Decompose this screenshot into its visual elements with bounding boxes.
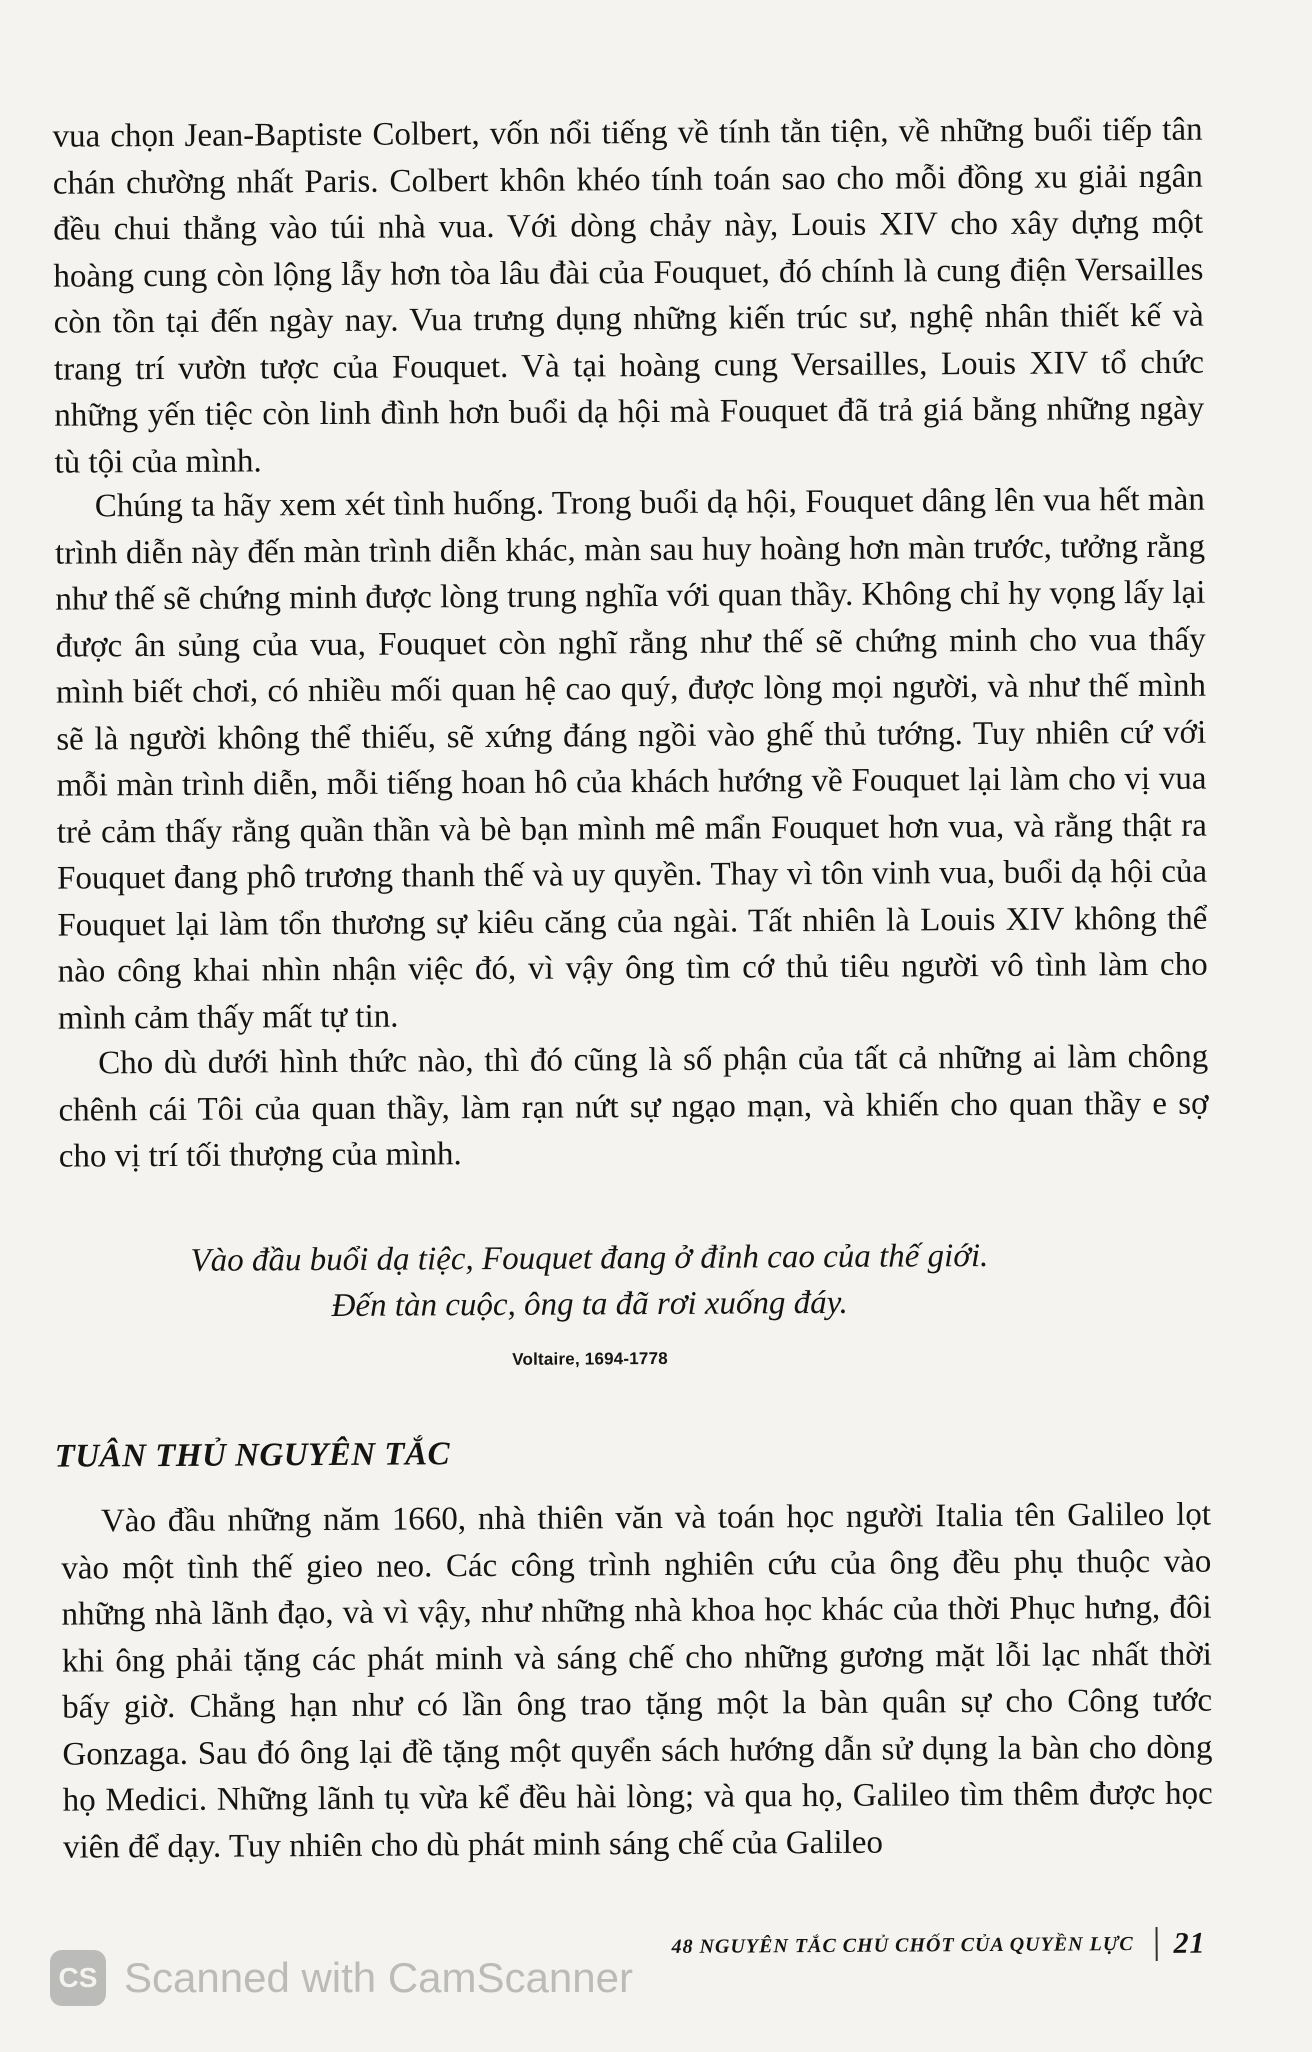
epigraph-quote xyxy=(59,1232,1210,1373)
section-paragraph xyxy=(61,1492,1213,1871)
quote-attribution: Voltaire, 1694-1778 xyxy=(512,1348,668,1369)
paragraph-continuation xyxy=(52,107,1204,486)
quote-line-1: Vào đầu buổi dạ tiệc, Fouquet đang ở đỉnh cao của thế giới. xyxy=(190,1237,989,1279)
footer-divider xyxy=(1156,1927,1158,1961)
quote-line-2: Đến tàn cuộc, ông ta đã rơi xuống đáy. xyxy=(331,1284,848,1324)
paragraph-analysis xyxy=(55,477,1208,1042)
page-footer xyxy=(671,1927,1205,1964)
body-text: Cho dù dưới hình thức nào, thì đó cũng là số phận của tất cả những ai làm chông chênh cái Tôi của quan thầy, làm rạn nứt sự ngạo mạn, và khiến cho quan thầy e sợ cho vị trí tối thượng của mình. xyxy=(58,1038,1209,1175)
body-text: Vào đầu những năm 1660, nhà thiên văn và toán học người Italia tên Galileo lọt vào một tình thế gieo neo. Các công trình nghiên cứu của ông đều phụ thuộc vào những nhà lãnh đạo, và vì vậy, như những nhà khoa học khác của thời Phục hưng, đôi khi ông phải tặng các phát minh và sáng chế cho những gương mặt lỗi lạc nhất thời bấy giờ. Chẳng hạn như có lần ông trao tặng một la bàn quân sự cho Công tước Gonzaga. Sau đó ông lại đề tặng một quyển sách hướng dẫn sử dụng la bàn cho dòng họ Medici. Những lãnh tụ vừa kể đều hài lòng; và qua họ, Galileo tìm thêm được học viên để dạy. Tuy nhiên cho dù phát minh sáng chế của Galileo xyxy=(61,1496,1213,1866)
watermark-text: Scanned with CamScanner xyxy=(124,1954,633,2001)
camscanner-logo-icon: CS xyxy=(50,1950,106,2006)
scanner-watermark xyxy=(50,1950,633,2006)
running-title: 48 NGUYÊN TẮC CHỦ CHỐT CỦA QUYỀN LỰC xyxy=(671,1932,1134,1958)
section-heading: TUÂN THỦ NGUYÊN TẮC xyxy=(54,1436,451,1475)
body-text: Chúng ta hãy xem xét tình huống. Trong buổi dạ hội, Fouquet dâng lên vua hết màn trình diễn này đến màn trình diễn khác, màn sau huy hoàng hơn màn trước, tưởng rằng như thế sẽ chứng minh được lòng trung nghĩa với quan thầy. Không chỉ hy vọng lấy lại được ân sủng của vua, Fouquet còn nghĩ rằng như thế sẽ chứng minh cho vua thấy mình biết chơi, có nhiều mối quan hệ cao quý, được lòng mọi người, và như thế mình sẽ là người không thể thiếu, sẽ xứng đáng ngồi vào ghế thủ tướng. Tuy nhiên cứ với mỗi màn trình diễn, mỗi tiếng hoan hô của khách hướng về Fouquet lại làm cho vị vua trẻ cảm thấy rằng quần thần và bè bạn mình mê mẩn Fouquet hơn vua, và rằng thật ra Fouquet đang phô trương thanh thế và uy quyền. Thay vì tôn vinh vua, buổi dạ hội của Fouquet lại làm tổn thương sự kiêu căng của ngài. Tất nhiên là Louis XIV không thể nào công khai nhìn nhận việc đó, vì vậy ông tìm cớ thủ tiêu người vô tình làm cho mình cảm thấy mất tự tin. xyxy=(55,481,1208,1037)
body-text: vua chọn Jean-Baptiste Colbert, vốn nổi tiếng về tính tằn tiện, về những buổi tiếp tân chán chường nhất Paris. Colbert khôn khéo tính toán sao cho mỗi đồng xu giải ngân đều chui thẳng vào túi nhà vua. Với dòng chảy này, Louis XIV cho xây dựng một hoàng cung còn lộng lẫy hơn tòa lâu đài của Fouquet, đó chính là cung điện Versailles còn tồn tại đến ngày nay. Vua trưng dụng những kiến trúc sư, nghệ nhân thiết kế và trang trí vườn tược của Fouquet. Và tại hoàng cung Versailles, Louis XIV tổ chức những yến tiệc còn linh đình hơn buổi dạ hội mà Fouquet đã trả giá bằng những ngày tù tội của mình. xyxy=(52,111,1205,481)
paragraph-conclusion xyxy=(58,1034,1209,1181)
page-number: 21 xyxy=(1173,1926,1206,1960)
